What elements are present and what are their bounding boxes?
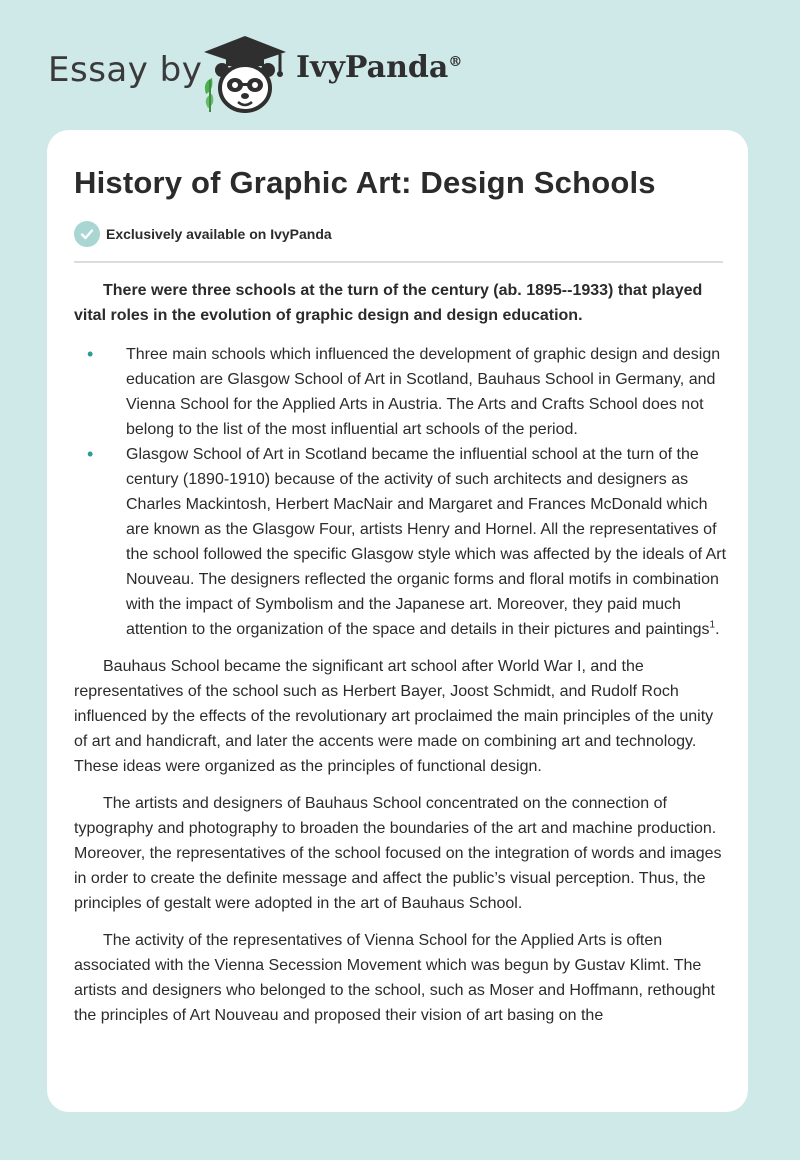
- lead-paragraph: There were three schools at the turn of the century (ab. 1895--1933) that played vital roles in the evolution of graphic design and design education.: [74, 282, 703, 324]
- key-points-list: [74, 342, 729, 642]
- divider: [74, 261, 723, 263]
- list-item: [74, 342, 729, 442]
- list-item-text: Glasgow School of Art in Scotland became the influential school at the turn of the century (1890-1910) because of the activity of such architects and designers as Charles Mackintosh, Herbert MacNair and Margaret and Frances McDonald which are known as the Glasgow Four, artists Henry and Hornel. All the representatives of the school followed the specific Glasgow style which was affected by the ideals of Art Nouveau. The designers reflected the organic forms and floral motifs in combination with the impact of Symbolism and the Japanese art. Moreover, they paid much attention to the organization of the space and details in their pictures and paintings: [126, 446, 727, 638]
- site-header: [0, 0, 800, 130]
- essay-body: [74, 278, 729, 1040]
- body-paragraph: The activity of the representatives of Vienna School for the Applied Arts is often associated with the Vienna Secession Movement which was begun by Gustav Klimt. The artists and designers who belonged to the school, such as Moser and Hoffmann, rethought the principles of Art Nouveau and proposed their vision of art basing on the: [74, 932, 715, 1024]
- list-item-end: .: [715, 621, 720, 638]
- body-paragraph: The artists and designers of Bauhaus School concentrated on the connection of typography and photography to broaden the boundaries of the art and machine production. Moreover, the representatives of the school focused on the integration of words and images in order to create the definite message and affect the public’s visual perception. Thus, the principles of gestalt were adopted in the art of Bauhaus School.: [74, 795, 722, 912]
- essay-card: [47, 130, 748, 1112]
- brand-text: IvyPanda: [296, 50, 449, 85]
- panda-logo-icon[interactable]: [200, 34, 290, 114]
- list-item: [74, 442, 729, 642]
- page-title: History of Graphic Art: Design Schools: [74, 165, 656, 200]
- essay-by-label: Essay by: [48, 50, 203, 90]
- list-item-text: Three main schools which influenced the development of graphic design and design education are Glasgow School of Art in Scotland, Bauhaus School in Germany, and Vienna School for the Applied Arts in Austria. The Arts and Crafts School does not belong to the list of the most influential art schools of the period.: [126, 346, 721, 438]
- body-paragraph: Bauhaus School became the significant art school after World War I, and the representatives of the school such as Herbert Bayer, Joost Schmidt, and Rudolf Roch influenced by the effects of the revolutionary art proclaimed the main principles of the unity of art and handicraft, and later the accents were made on combining art and technology. These ideas were organized as the principles of functional design.: [74, 658, 714, 775]
- exclusive-badge: [74, 221, 332, 247]
- footnote-ref[interactable]: 1: [709, 619, 716, 631]
- exclusive-label: Exclusively available on IvyPanda: [106, 226, 332, 242]
- brand-name[interactable]: [296, 50, 462, 85]
- check-icon: [74, 221, 100, 247]
- registered-mark: ®: [448, 54, 463, 70]
